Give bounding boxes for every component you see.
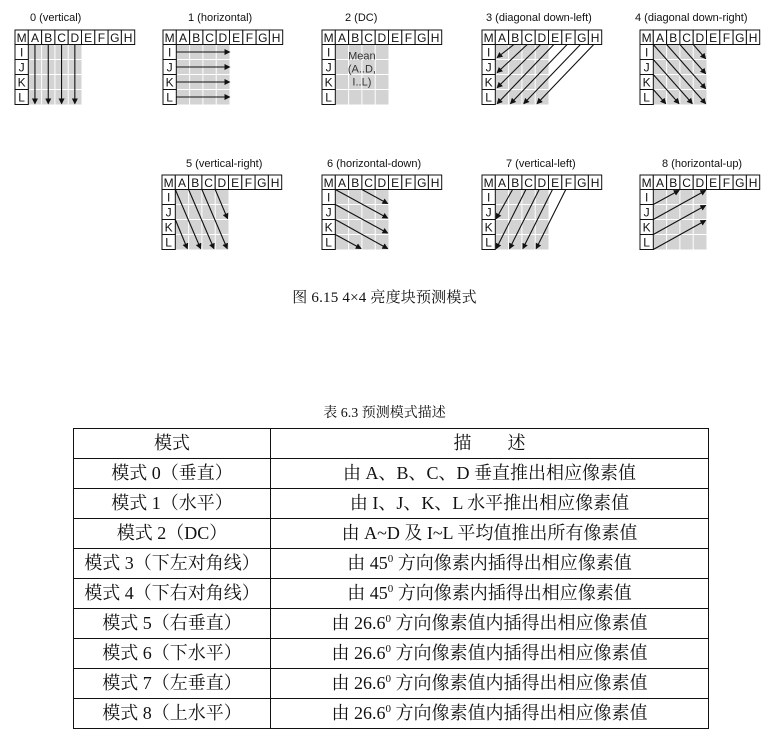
mode-cell: 模式 0（垂直）	[74, 459, 271, 489]
side-cell-J: J	[325, 60, 332, 75]
header-cell-D: D	[695, 31, 705, 45]
side-cell-L: L	[485, 235, 492, 250]
side-cell-K: K	[164, 220, 173, 235]
header-cell-E: E	[709, 176, 718, 190]
desc-text: 方向像素值内插得出相应像素值	[391, 613, 648, 633]
header-cell-C: C	[364, 31, 373, 45]
header-cell-F: F	[404, 176, 413, 190]
header-cell-C: C	[682, 31, 691, 45]
degree-superscript: 0	[385, 613, 391, 625]
table-caption: 表 6.3 预测模式描述	[323, 406, 446, 421]
description-cell: 由 A~D 及 I~L 平均值推出所有像素值	[271, 519, 709, 549]
table-row	[74, 579, 709, 609]
table-row	[74, 519, 709, 549]
header-cell-A: A	[655, 31, 664, 45]
mode-cell: 模式 5（右垂直）	[74, 609, 271, 639]
header-cell-C: C	[524, 31, 533, 45]
header-cell-G: G	[110, 31, 120, 45]
mean-label: I..L)	[352, 76, 372, 89]
side-cell-L: L	[325, 235, 332, 250]
mode-diagram-8	[640, 158, 760, 250]
desc-text: 由 26.6	[331, 613, 386, 633]
header-cell-M: M	[323, 176, 334, 190]
desc-text: 由 26.6	[331, 703, 386, 723]
side-cell-K: K	[642, 220, 651, 235]
side-cell-J: J	[325, 205, 332, 220]
mode-cell: 模式 1（水平）	[74, 489, 271, 519]
desc-text: 方向像素值内插得出相应像素值	[391, 703, 648, 723]
header-cell-C: C	[364, 176, 373, 190]
header-cell-F: F	[564, 31, 573, 45]
desc-text: 由 45	[347, 553, 388, 573]
header-cell-H: H	[748, 176, 758, 190]
header-cell-E: E	[231, 176, 240, 190]
description-cell	[271, 579, 709, 609]
header-cell-H: H	[123, 31, 133, 45]
header-cell-G: G	[577, 31, 587, 45]
side-cell-I: I	[486, 190, 491, 205]
desc-text: 由 26.6	[331, 643, 386, 663]
side-cell-K: K	[484, 220, 493, 235]
side-cell-L: L	[165, 235, 172, 250]
table-header-row	[74, 429, 709, 459]
mean-label: (A..D,	[347, 63, 376, 76]
side-cell-I: I	[326, 45, 331, 60]
desc-text: 由 26.6	[331, 673, 386, 693]
header-cell-M: M	[163, 176, 174, 190]
header-cell-B: B	[44, 31, 53, 45]
table-row	[74, 699, 709, 729]
header-cell-E: E	[391, 176, 400, 190]
mode-cell: 模式 8（上水平）	[74, 699, 271, 729]
table-row	[74, 609, 709, 639]
side-cell-J: J	[485, 205, 492, 220]
side-cell-L: L	[643, 90, 650, 105]
side-cell-K: K	[324, 75, 333, 90]
header-cell-F: F	[404, 31, 413, 45]
diagram-title: 7 (vertical-left)	[506, 158, 576, 170]
desc-text: 方向像素值内插得出相应像素值	[391, 673, 648, 693]
header-cell-H: H	[590, 176, 600, 190]
side-cell-J: J	[485, 60, 492, 75]
header-cell-E: E	[551, 176, 560, 190]
side-cell-L: L	[485, 90, 492, 105]
diagram-title: 4 (diagonal down-right)	[635, 12, 748, 24]
header-cell-A: A	[337, 31, 346, 45]
table-row	[74, 639, 709, 669]
mode-diagram-0	[15, 12, 135, 105]
side-cell-J: J	[18, 60, 25, 75]
side-cell-I: I	[167, 45, 172, 60]
header-cell-E: E	[84, 31, 93, 45]
header-cell-H: H	[748, 31, 758, 45]
header-cell-A: A	[497, 176, 506, 190]
mode-cell: 模式 4（下右对角线）	[74, 579, 271, 609]
header-cell-G: G	[257, 176, 267, 190]
mode-cell: 模式 6（下水平）	[74, 639, 271, 669]
header-cell-G: G	[577, 176, 587, 190]
header-cell-B: B	[191, 176, 200, 190]
side-cell-K: K	[484, 75, 493, 90]
header-cell-B: B	[511, 31, 520, 45]
header-cell-C: C	[205, 31, 214, 45]
header-cell-F: F	[245, 31, 254, 45]
side-cell-K: K	[17, 75, 26, 90]
header-cell-D: D	[377, 176, 387, 190]
header-cell-M: M	[641, 176, 652, 190]
header-cell-D: D	[217, 176, 227, 190]
header-cell-F: F	[97, 31, 106, 45]
header-cell-M: M	[483, 31, 494, 45]
header-cell-F: F	[564, 176, 573, 190]
mode-diagram-6	[322, 158, 442, 250]
header-cell-F: F	[722, 31, 731, 45]
header-cell-A: A	[337, 176, 346, 190]
description-cell	[271, 549, 709, 579]
diagram-title: 2 (DC)	[345, 12, 378, 24]
description-cell	[271, 609, 709, 639]
description-cell	[271, 669, 709, 699]
side-cell-K: K	[642, 75, 651, 90]
header-cell-G: G	[258, 31, 268, 45]
diagram-title: 1 (horizontal)	[188, 12, 253, 24]
mode-cell: 模式 2（DC）	[74, 519, 271, 549]
mode-diagram-7	[482, 158, 602, 250]
header-cell-E: E	[551, 31, 560, 45]
mean-label: Mean	[348, 50, 376, 63]
table-row	[74, 489, 709, 519]
header-cell-E: E	[232, 31, 241, 45]
header-cell-C: C	[682, 176, 691, 190]
header-cell-D: D	[70, 31, 80, 45]
side-cell-K: K	[165, 75, 174, 90]
header-cell-A: A	[177, 176, 186, 190]
header-cell-G: G	[735, 176, 745, 190]
header-cell-B: B	[511, 176, 520, 190]
side-cell-I: I	[644, 190, 649, 205]
diagram-title: 6 (horizontal-down)	[327, 158, 422, 170]
header-cell-D: D	[218, 31, 228, 45]
header-cell-G: G	[417, 31, 427, 45]
desc-text: 方向像素内插得出相应像素值	[393, 583, 632, 603]
header-cell-M: M	[483, 176, 494, 190]
header-description: 描 述	[271, 429, 709, 459]
header-cell-E: E	[391, 31, 400, 45]
header-cell-B: B	[351, 31, 360, 45]
mode-diagram-1	[163, 12, 283, 105]
header-cell-F: F	[244, 176, 253, 190]
desc-text: 方向像素内插得出相应像素值	[393, 553, 632, 573]
header-cell-B: B	[669, 176, 678, 190]
header-cell-E: E	[709, 31, 718, 45]
header-cell-A: A	[30, 31, 39, 45]
side-cell-I: I	[644, 45, 649, 60]
diagram-title: 0 (vertical)	[30, 12, 82, 24]
mode-diagram-2	[322, 12, 442, 105]
mode-cell: 模式 3（下左对角线）	[74, 549, 271, 579]
header-cell-A: A	[497, 31, 506, 45]
degree-superscript: 0	[385, 703, 391, 715]
header-cell-B: B	[192, 31, 201, 45]
header-cell-M: M	[16, 31, 27, 45]
header-cell-H: H	[270, 176, 280, 190]
mode-diagram-5	[162, 158, 282, 250]
description-cell	[271, 699, 709, 729]
side-cell-L: L	[325, 90, 332, 105]
side-cell-I: I	[486, 45, 491, 60]
table-row	[74, 669, 709, 699]
header-cell-D: D	[695, 176, 705, 190]
header-cell-M: M	[641, 31, 652, 45]
side-cell-J: J	[643, 60, 650, 75]
side-cell-J: J	[165, 205, 172, 220]
diagram-title: 8 (horizontal-up)	[662, 158, 743, 170]
side-cell-I: I	[166, 190, 171, 205]
header-cell-B: B	[351, 176, 360, 190]
mode-diagram-3	[482, 12, 602, 105]
side-cell-L: L	[166, 90, 173, 105]
header-cell-A: A	[178, 31, 187, 45]
diagram-title: 3 (diagonal down-left)	[486, 12, 592, 24]
side-cell-I: I	[19, 45, 24, 60]
side-cell-L: L	[18, 90, 25, 105]
header-cell-B: B	[669, 31, 678, 45]
header-cell-C: C	[204, 176, 213, 190]
degree-superscript: 0	[387, 553, 394, 565]
side-cell-K: K	[324, 220, 333, 235]
header-cell-H: H	[430, 31, 440, 45]
table-row	[74, 549, 709, 579]
description-cell: 由 I、J、K、L 水平推出相应像素值	[271, 489, 709, 519]
header-mode: 模式	[74, 429, 271, 459]
header-cell-D: D	[537, 31, 547, 45]
header-cell-G: G	[735, 31, 745, 45]
prediction-modes-table	[73, 428, 709, 729]
header-cell-C: C	[57, 31, 66, 45]
header-cell-H: H	[271, 31, 281, 45]
header-cell-H: H	[590, 31, 600, 45]
header-cell-A: A	[655, 176, 664, 190]
side-cell-J: J	[643, 205, 650, 220]
side-cell-L: L	[643, 235, 650, 250]
prediction-modes-figure	[0, 0, 769, 270]
header-cell-G: G	[417, 176, 427, 190]
diagram-title: 5 (vertical-right)	[186, 158, 263, 170]
description-cell	[271, 639, 709, 669]
mode-cell: 模式 7（左垂直）	[74, 669, 271, 699]
degree-superscript: 0	[385, 643, 391, 655]
figure-caption: 图 6.15 4×4 亮度块预测模式	[292, 290, 477, 306]
desc-text: 由 45	[347, 583, 388, 603]
header-cell-M: M	[323, 31, 334, 45]
header-cell-D: D	[377, 31, 387, 45]
header-cell-D: D	[537, 176, 547, 190]
mode-diagram-4	[635, 12, 760, 105]
header-cell-F: F	[722, 176, 731, 190]
side-cell-J: J	[166, 60, 173, 75]
description-cell: 由 A、B、C、D 垂直推出相应像素值	[271, 459, 709, 489]
desc-text: 方向像素值内插得出相应像素值	[391, 643, 648, 663]
header-cell-H: H	[430, 176, 440, 190]
table-row	[74, 459, 709, 489]
side-cell-I: I	[326, 190, 331, 205]
header-cell-C: C	[524, 176, 533, 190]
degree-superscript: 0	[387, 583, 394, 595]
header-cell-M: M	[164, 31, 175, 45]
degree-superscript: 0	[385, 673, 391, 685]
